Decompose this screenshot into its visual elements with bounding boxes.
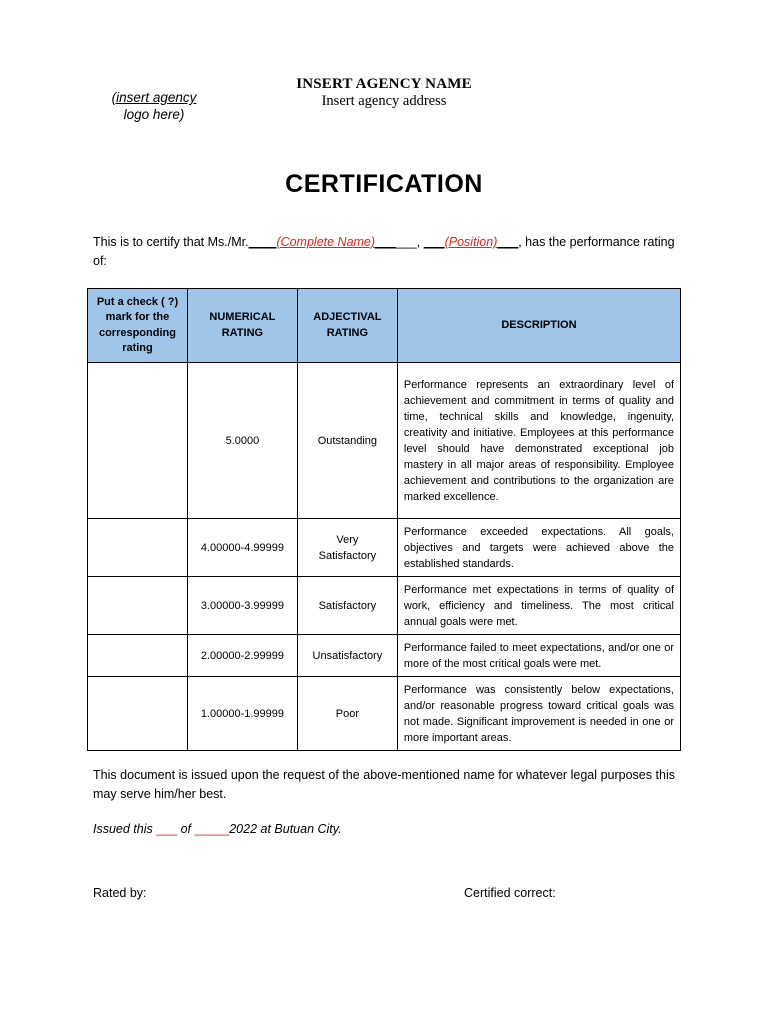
table-row: [88, 363, 681, 519]
adjectival-rating: Unsatisfactory: [297, 635, 397, 677]
logo-line-1: (insert agency: [111, 90, 197, 105]
adjectival-rating: Very Satisfactory: [297, 519, 397, 577]
header-description: DESCRIPTION: [397, 289, 680, 363]
check-cell[interactable]: [88, 677, 188, 751]
header-adjectival: ADJECTIVAL RATING: [297, 289, 397, 363]
adjectival-rating: Outstanding: [297, 363, 397, 519]
purpose-statement: This document is issued upon the request of the above-mentioned name for whatever legal purposes this may serve him/her best.: [93, 768, 675, 801]
issued-line: [93, 820, 675, 839]
document-title: CERTIFICATION: [285, 170, 483, 198]
check-cell[interactable]: [88, 519, 188, 577]
blank-2: ___: [375, 235, 396, 249]
check-cell[interactable]: [88, 635, 188, 677]
rated-by-label: Rated by:: [93, 886, 147, 900]
separator: ___,: [395, 235, 424, 249]
position-placeholder: (Position): [444, 235, 498, 249]
certify-statement: [93, 233, 675, 271]
certify-prefix: This is to certify that Ms./Mr.: [93, 235, 249, 249]
agency-name: INSERT AGENCY NAME: [296, 76, 472, 92]
issued-prefix: Issued this: [93, 822, 157, 836]
numerical-rating: 1.00000-1.99999: [187, 677, 297, 751]
certified-correct-label: Certified correct:: [464, 886, 556, 900]
rating-description: Performance represents an extraordinary level of achievement and commitment in terms of quality and time, technical skills and knowledge, ingenuity, creativity and initiative. Employees at this performance level should have demonstrated exceptional job mastery in all major areas of responsibility. Employee achievement and contributions to the organization are marked excellence.: [397, 363, 680, 519]
adjectival-rating: Satisfactory: [297, 577, 397, 635]
agency-address: Insert agency address: [321, 93, 447, 109]
table-row: [88, 577, 681, 635]
rating-description: Performance exceeded expectations. All goals, objectives and targets were achieved above the established standards.: [397, 519, 680, 577]
issued-of: of: [177, 822, 195, 836]
check-cell[interactable]: [88, 577, 188, 635]
agency-header: [0, 76, 768, 110]
table-row: [88, 519, 681, 577]
adjectival-rating: Poor: [297, 677, 397, 751]
blank-3: ___: [423, 235, 445, 249]
logo-line-2: logo here): [123, 107, 185, 122]
numerical-rating: 2.00000-2.99999: [187, 635, 297, 677]
rating-description: Performance met expectations in terms of quality of work, efficiency and timeliness. The most critical annual goals were met.: [397, 577, 680, 635]
check-cell[interactable]: [88, 363, 188, 519]
table-row: [88, 677, 681, 751]
day-blank: ___: [156, 822, 178, 836]
table-row: [88, 635, 681, 677]
header-numerical: NUMERICAL RATING: [187, 289, 297, 363]
table-header-row: [88, 289, 681, 363]
certify-suffix: , has the performance rating of:: [93, 235, 675, 268]
rating-table: [87, 288, 681, 751]
header-check: Put a check ( ?) mark for the corresponding rating: [88, 289, 188, 363]
rating-description: Performance failed to meet expectations, and/or one or more of the most critical goals were met.: [397, 635, 680, 677]
rating-description: Performance was consistently below expectations, and/or reasonable progress toward critical goals was not made. Significant improvement is needed in one or more important areas.: [397, 677, 680, 751]
numerical-rating: 5.0000: [187, 363, 297, 519]
complete-name-placeholder: (Complete Name): [276, 235, 376, 249]
month-blank: _____: [194, 822, 230, 836]
issued-suffix: 2022 at Butuan City.: [229, 822, 342, 836]
blank-1: ____: [248, 235, 277, 249]
numerical-rating: 3.00000-3.99999: [187, 577, 297, 635]
blank-4: ___: [497, 235, 519, 249]
numerical-rating: 4.00000-4.99999: [187, 519, 297, 577]
